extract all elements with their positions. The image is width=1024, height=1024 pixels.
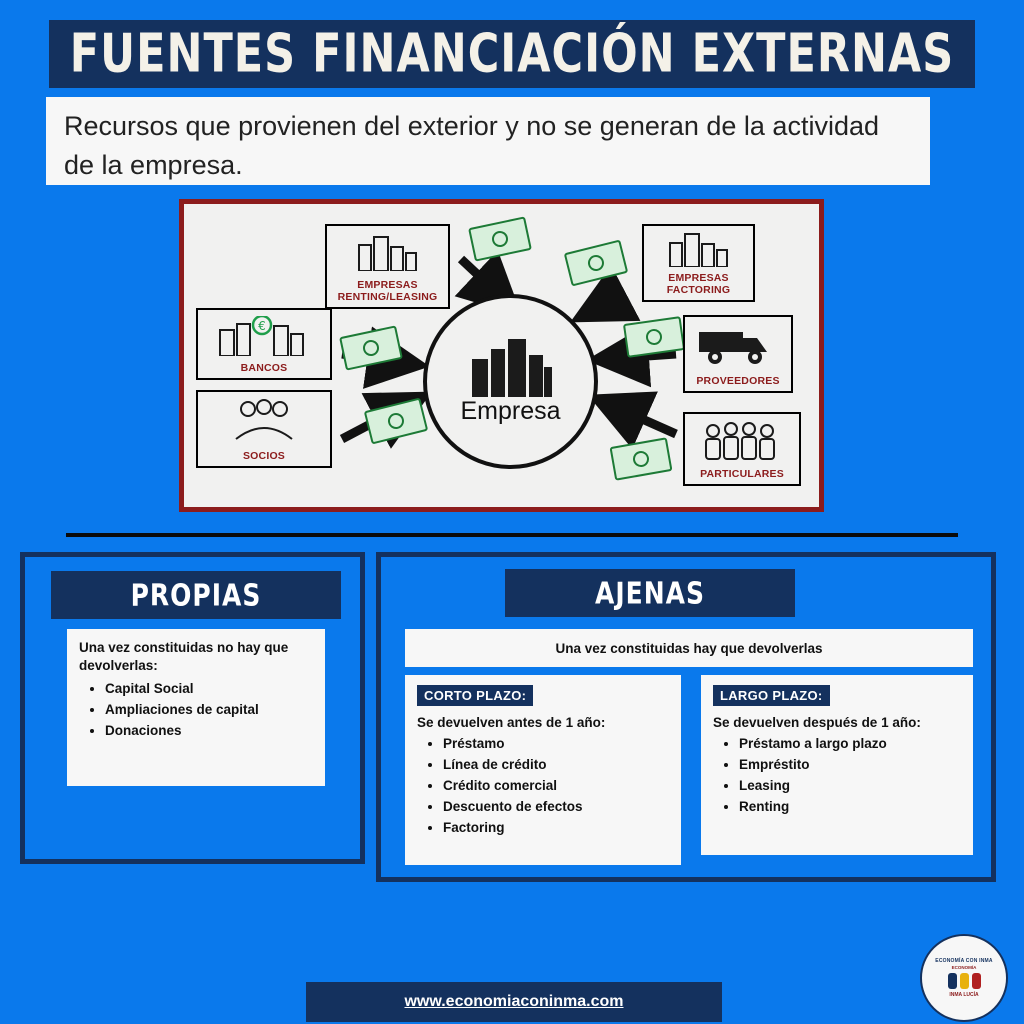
card-corto-plazo	[405, 675, 681, 865]
card-largo-plazo	[701, 675, 973, 855]
brand-logo	[920, 934, 1008, 1022]
diagram-node-renting	[325, 224, 450, 309]
largo-plazo-list	[713, 734, 961, 818]
panel-ajenas-subtitle-card	[405, 629, 973, 667]
panel-ajenas	[376, 552, 996, 882]
diagram-node-label: PROVEEDORES	[696, 374, 780, 387]
diagram-node-socios	[196, 390, 332, 468]
list-item: • Préstamo	[443, 734, 669, 755]
panel-ajenas-title: AJENAS	[594, 575, 705, 611]
diagram-node-particulares	[683, 412, 801, 486]
list-item: • Empréstito	[739, 755, 961, 776]
subtitle-text: Recursos que provienen del exterior y no se generan de la actividad de la empresa.	[64, 111, 879, 181]
ajenas-subtitle-text: Una vez constituidas hay que devolverlas	[555, 640, 823, 656]
truck-icon	[695, 317, 781, 375]
panel-propias-header	[51, 571, 341, 619]
logo-figures-icon	[948, 973, 981, 989]
diagram-node-label: EMPRESAS FACTORING	[666, 271, 731, 296]
people-group-icon	[226, 392, 302, 450]
list-item: • Donaciones	[105, 721, 313, 742]
center-company-label: Empresa	[460, 397, 561, 425]
diagram-node-bancos	[196, 308, 332, 380]
footer-website-link[interactable]: www.economiaconinma.com	[404, 993, 624, 1010]
section-divider	[66, 533, 958, 537]
list-item: • Crédito comercial	[443, 776, 669, 797]
panel-ajenas-header	[505, 569, 795, 617]
propias-list	[79, 679, 313, 742]
list-item: • Préstamo a largo plazo	[739, 734, 961, 755]
list-item: • Factoring	[443, 818, 669, 839]
logo-mid-text: ECONOMÍA	[951, 965, 977, 970]
page-title: FUENTES FINANCIACIÓN EXTERNAS	[69, 22, 955, 86]
diagram-node-label: PARTICULARES	[700, 467, 784, 480]
corto-plazo-tag: CORTO PLAZO:	[417, 685, 533, 706]
list-item: • Leasing	[739, 776, 961, 797]
list-item: • Renting	[739, 797, 961, 818]
diagram-node-label: EMPRESAS RENTING/LEASING	[337, 278, 438, 303]
list-item: • Ampliaciones de capital	[105, 700, 313, 721]
subtitle-box	[46, 97, 930, 185]
panel-propias-title: PROPIAS	[130, 577, 262, 613]
list-item: • Capital Social	[105, 679, 313, 700]
diagram-node-proveedores	[683, 315, 793, 393]
corto-plazo-list	[417, 734, 669, 839]
footer-bar	[306, 982, 722, 1022]
logo-top-text: ECONOMÍA CON INMA	[935, 958, 993, 964]
diagram-node-label: BANCOS	[240, 361, 288, 374]
diagram-node-factoring	[642, 224, 755, 302]
center-company-node	[423, 294, 598, 469]
largo-plazo-tag: LARGO PLAZO:	[713, 685, 830, 706]
corto-plazo-lead: Se devuelven antes de 1 año:	[417, 715, 606, 730]
people-group-icon	[699, 414, 785, 468]
bank-euro-icon	[216, 310, 312, 362]
financing-sources-diagram	[179, 199, 824, 512]
buildings-icon	[466, 337, 556, 397]
panel-propias-card	[67, 629, 325, 786]
panel-propias	[20, 552, 365, 864]
buildings-icon	[357, 226, 419, 279]
diagram-node-label: SOCIOS	[242, 449, 286, 462]
buildings-icon	[668, 226, 730, 272]
list-item: • Descuento de efectos	[443, 797, 669, 818]
page-title-bar	[49, 20, 975, 88]
propias-lead: Una vez constituidas no hay que devolverlas:	[79, 640, 289, 674]
svg-text:€: €	[258, 318, 266, 333]
list-item: • Línea de crédito	[443, 755, 669, 776]
logo-bottom-text: INMA LUCÍA	[949, 992, 979, 998]
largo-plazo-lead: Se devuelven después de 1 año:	[713, 715, 921, 730]
